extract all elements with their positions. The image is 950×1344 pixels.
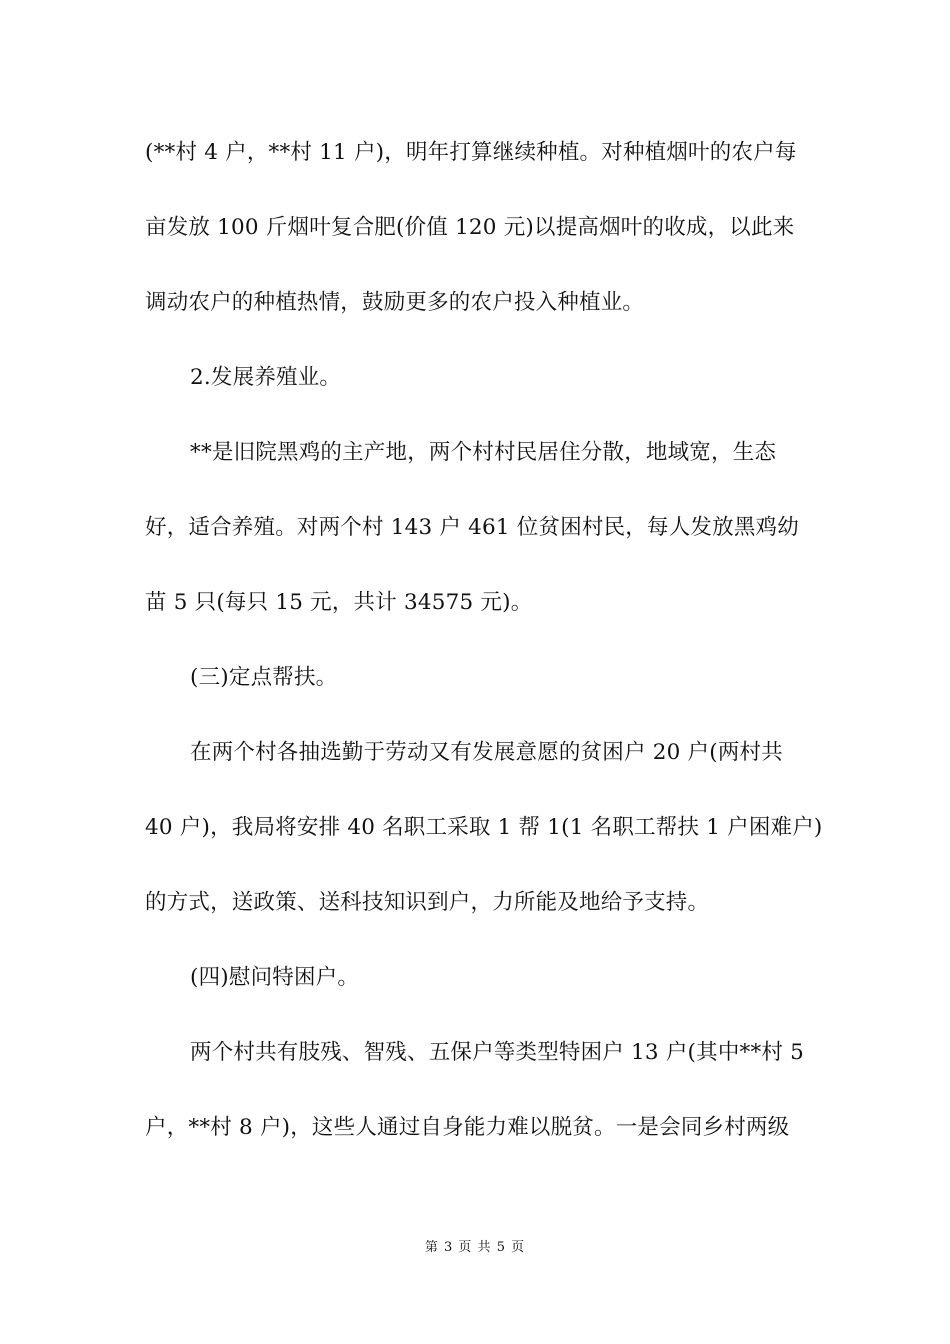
text-line-13: 两个村共有肢残、智残、五保户等类型特困户 13 户(其中**村 5	[190, 1040, 805, 1065]
section-heading-3: (三)定点帮扶。	[190, 665, 338, 690]
text-line-7: 苗 5 只(每只 15 元，共计 34575 元)。	[145, 590, 533, 615]
section-heading-2: 2.发展养殖业。	[190, 365, 342, 390]
text-line-3: 调动农户的种植热情，鼓励更多的农户投入种植业。	[145, 290, 645, 315]
text-line-9: 在两个村各抽选勤于劳动又有发展意愿的贫困户 20 户(两村共	[190, 740, 783, 765]
text-line-6: 好，适合养殖。对两个村 143 户 461 位贫困村民，每人发放黑鸡幼	[145, 515, 799, 540]
text-line-1: (**村 4 户，**村 11 户)，明年打算继续种植。对种植烟叶的农户每	[145, 140, 797, 165]
text-line-11: 的方式，送政策、送科技知识到户，力所能及地给予支持。	[145, 890, 710, 915]
text-line-2: 亩发放 100 斤烟叶复合肥(价值 120 元)以提高烟叶的收成，以此来	[145, 215, 795, 240]
section-heading-4: (四)慰问特困户。	[190, 965, 360, 990]
text-line-14: 户，**村 8 户)，这些人通过自身能力难以脱贫。一是会同乡村两级	[145, 1115, 790, 1140]
text-line-10: 40 户)，我局将安排 40 名职工采取 1 帮 1(1 名职工帮扶 1 户困难户)	[145, 815, 823, 840]
text-line-5: **是旧院黑鸡的主产地，两个村村民居住分散，地域宽，生态	[190, 440, 777, 465]
page-number-footer: 第 3 页 共 5 页	[424, 1240, 526, 1255]
